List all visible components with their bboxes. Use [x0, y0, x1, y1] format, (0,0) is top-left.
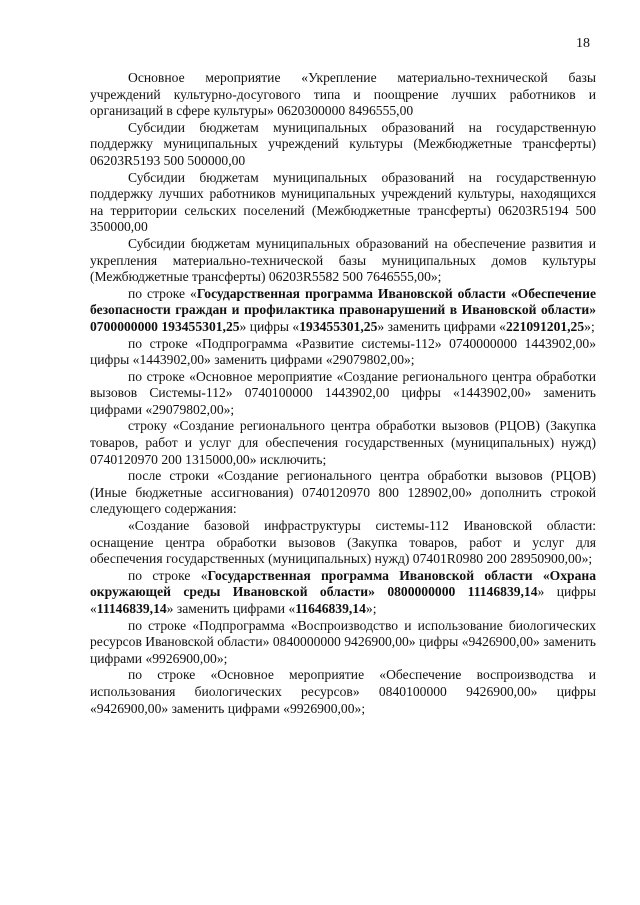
- bold-text-run: Государственная программа Ивановской области «Обеспечение безопасности граждан и профилактика правонарушений в Ивановской области» 0700000000 193455301,25: [90, 285, 596, 334]
- paragraph: [90, 120, 596, 170]
- page-number: 18: [576, 36, 590, 51]
- text-run: Субсидии бюджетам муниципальных образований на государственную поддержку муниципальных учреждений культуры (Межбюджетные трансферты) 06203R5193 500 500000,00: [90, 119, 596, 168]
- text-run: строку «Создание регионального центра обработки вызовов (РЦОВ) (Закупка товаров, работ и услуг для обеспечения государственных (муниципальных) нужд) 0740120970 200 1315000,00» исключить;: [90, 418, 596, 467]
- text-run: » цифры «: [90, 584, 596, 616]
- paragraph: [90, 369, 596, 419]
- text-run: » цифры «: [239, 318, 300, 334]
- paragraph: [90, 170, 596, 236]
- paragraph: [90, 468, 596, 518]
- text-run: по строке «: [128, 285, 197, 301]
- text-run: после строки «Создание регионального центра обработки вызовов (РЦОВ) (Иные бюджетные ассигнования) 0740120970 800 128902,00» дополнить строкой следующего содержания:: [90, 468, 596, 517]
- bold-text-run: 193455301,25: [299, 318, 378, 334]
- paragraph: [90, 518, 596, 568]
- bold-text-run: 11146839,14: [96, 601, 167, 616]
- text-run: »;: [584, 318, 595, 334]
- text-run: »;: [365, 601, 377, 616]
- text-run: Субсидии бюджетам муниципальных образований на обеспечение развития и укрепления материально-технической базы муниципальных домов культуры (Межбюджетные трансферты) 06203R5582 500 7646555,00»;: [90, 235, 596, 285]
- paragraph: [90, 236, 596, 286]
- text-run: по строке «: [128, 567, 208, 583]
- text-run: по строке «Основное мероприятие «Обеспечение воспроизводства и использования биологических ресурсов» 0840100000 9426900,00» цифры «9426900,00» заменить цифрами «9926900,00»;: [90, 667, 596, 716]
- bold-text-run: Государственная программа Ивановской области «Охрана окружающей среды Ивановской области» 0800000000 11146839,14: [90, 567, 596, 600]
- paragraph: [90, 568, 596, 618]
- text-run: по строке «Подпрограмма «Воспроизводство и использование биологических ресурсов Ивановской области» 0840000000 9426900,00» цифры «9426900,00» заменить цифрами «9926900,00»;: [90, 617, 596, 666]
- text-run: по строке «Основное мероприятие «Создание регионального центра обработки вызовов Системы-112» 0740100000 1443902,00 цифры «1443902,00» заменить цифрами «29079802,00»;: [90, 368, 596, 417]
- text-run: Субсидии бюджетам муниципальных образований на государственную поддержку лучших работников муниципальных учреждений культуры, находящихся на территории сельских поселений (Межбюджетные трансферты) 06203R5194 500 350000,00: [90, 169, 596, 235]
- paragraph: [90, 418, 596, 468]
- paragraph: [90, 286, 596, 336]
- document-body: [90, 70, 596, 717]
- paragraph: [90, 667, 596, 717]
- text-run: «Создание базовой инфраструктуры системы-112 Ивановской области: оснащение центра обработки вызовов (Закупка товаров, работ и услуг для обеспечения государственных (муниципальных) нужд) 07401R0980 200 28950900,00»;: [90, 518, 596, 567]
- bold-text-run: 11646839,14: [295, 601, 366, 616]
- paragraph: [90, 618, 596, 668]
- paragraph: [90, 336, 596, 369]
- text-run: » заменить цифрами «: [166, 601, 296, 616]
- text-run: » заменить цифрами «: [377, 318, 506, 334]
- text-run: Основное мероприятие «Укрепление материально-технической базы учреждений культурно-досугового типа и поощрение лучших работников и организаций в сфере культуры» 0620300000 8496555,00: [90, 70, 596, 119]
- text-run: по строке «Подпрограмма «Развитие системы-112» 0740000000 1443902,00» цифры «1443902,00» заменить цифрами «29079802,00»;: [90, 335, 596, 368]
- bold-text-run: 221091201,25: [505, 318, 585, 334]
- paragraph: [90, 70, 596, 120]
